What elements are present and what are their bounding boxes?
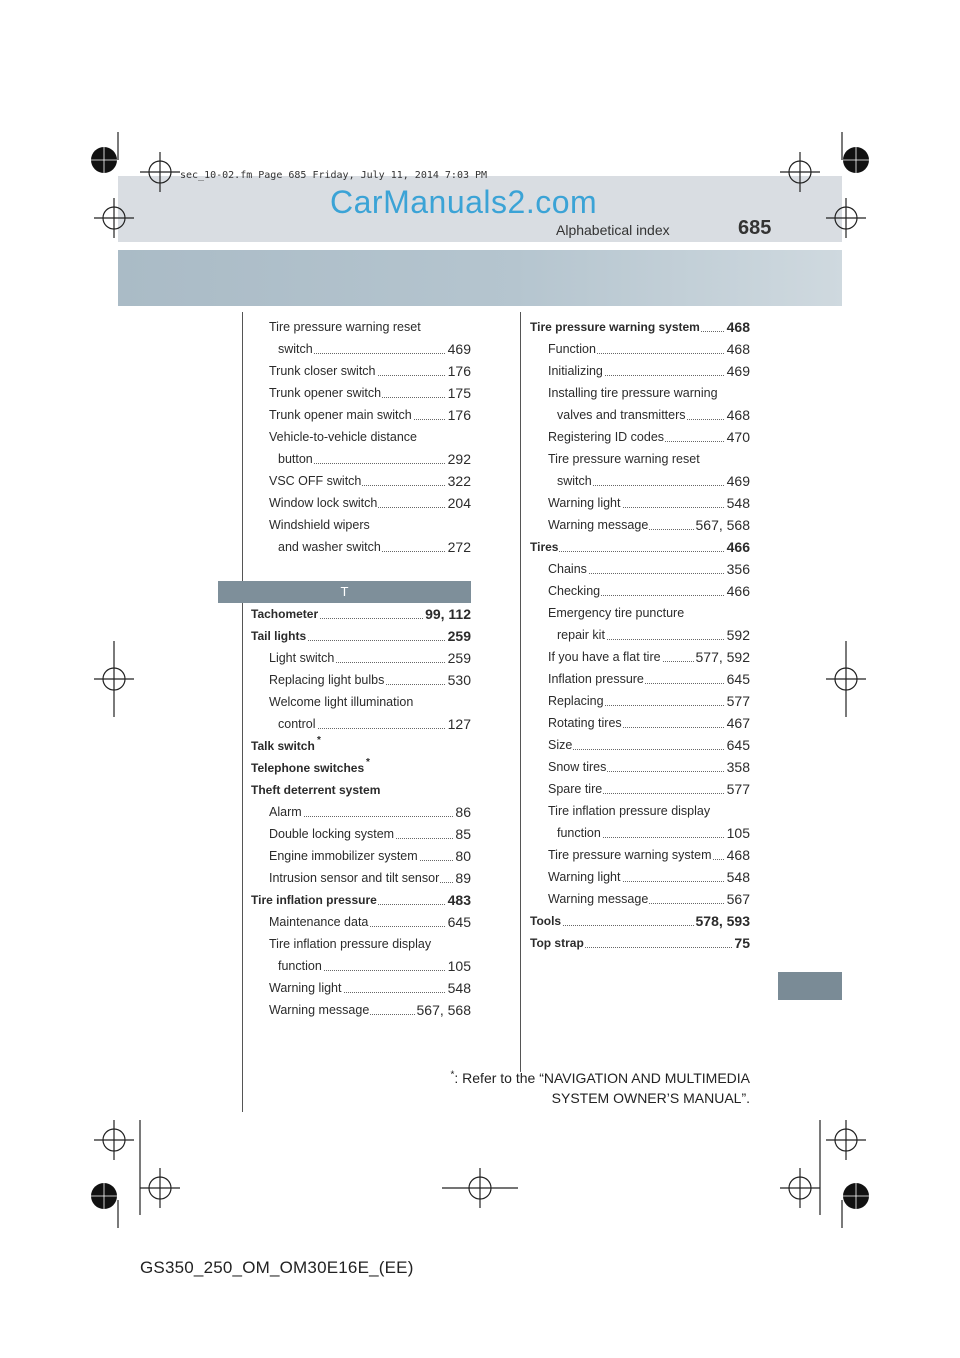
- crosshair-mark: [140, 152, 180, 192]
- index-entry-text: Initializing: [548, 360, 604, 382]
- page-number: 685: [738, 217, 772, 239]
- index-entry-page: 548: [446, 977, 471, 999]
- index-entry-text: valves and transmitters: [557, 404, 687, 426]
- index-entry-page: 466: [725, 536, 750, 558]
- index-entry-text: Inflation pressure: [548, 668, 645, 690]
- index-entry-text: and washer switch: [278, 536, 382, 558]
- index-entry-page: 470: [725, 426, 750, 448]
- crosshair-mark: [826, 1120, 866, 1160]
- index-entry-text: Installing tire pressure warning: [548, 382, 719, 404]
- index-entry-text: Replacing light bulbs: [269, 669, 385, 691]
- index-entry-text: Trunk opener switch: [269, 382, 382, 404]
- index-entry-text: Talk switch: [251, 735, 316, 757]
- index-entry-text: control: [278, 713, 317, 735]
- index-entry-text: Welcome light illumination: [269, 691, 414, 713]
- index-entry-page: 127: [446, 713, 471, 735]
- index-entry-page: 469: [446, 338, 471, 360]
- print-stamp: sec_10-02.fm Page 685 Friday, July 11, 2014 7:03 PM: [180, 170, 488, 181]
- index-entry-text: Tire inflation pressure: [251, 889, 378, 911]
- crosshair-mark: [780, 152, 820, 192]
- index-entry-text: Intrusion sensor and tilt sensor: [269, 867, 440, 889]
- index-entry-page: 467: [725, 712, 750, 734]
- index-entry-text: Warning light: [548, 866, 622, 888]
- index-entry-page: 204: [446, 492, 471, 514]
- index-entry-page: 175: [446, 382, 471, 404]
- index-entry-text: Function: [548, 338, 597, 360]
- index-entry-page: 468: [725, 338, 750, 360]
- index-entry-page: 567, 568: [415, 999, 472, 1021]
- index-entry-page: 548: [725, 866, 750, 888]
- index-entry-text: Tire inflation pressure display: [548, 800, 711, 822]
- watermark-text: CarManuals2.com: [330, 184, 598, 220]
- index-entry-page: 577: [725, 778, 750, 800]
- index-entry-page: 577: [725, 690, 750, 712]
- index-entry-page: 645: [725, 734, 750, 756]
- index-entry-text: Telephone switches: [251, 757, 365, 779]
- index-entry-page: 272: [446, 536, 471, 558]
- index-entry-text: Light switch: [269, 647, 335, 669]
- index-entry-page: 548: [725, 492, 750, 514]
- index-entry-page: 85: [453, 823, 471, 845]
- index-entry-page: 645: [725, 668, 750, 690]
- index-entry-text: Snow tires: [548, 756, 607, 778]
- index-entry-page: 468: [725, 844, 750, 866]
- index-entry-text: Vehicle-to-vehicle distance: [269, 426, 418, 448]
- index-entry-page: 483: [446, 889, 471, 911]
- index-entry-text: Size: [548, 734, 573, 756]
- index-entry-page: 469: [725, 470, 750, 492]
- index-entry-text: Emergency tire puncture: [548, 602, 685, 624]
- index-entry-text: Rotating tires: [548, 712, 623, 734]
- index-entry-page: 105: [725, 822, 750, 844]
- index-entry-text: Tires: [530, 536, 559, 558]
- index-entry-text: Alarm: [269, 801, 303, 823]
- index-entry-text: Top strap: [530, 932, 585, 954]
- index-entry-page: 176: [446, 360, 471, 382]
- index-entry-text: switch: [278, 338, 314, 360]
- crosshair-mark: [780, 1168, 820, 1208]
- index-entry-page: 567: [725, 888, 750, 910]
- index-entry-text: Double locking system: [269, 823, 395, 845]
- letter-section-header: T: [218, 581, 471, 603]
- index-entry-text: Tail lights: [251, 625, 307, 647]
- crosshair-mark: [94, 198, 134, 238]
- index-entry-text: Tools: [530, 910, 562, 932]
- index-entry-text: Maintenance data: [269, 911, 369, 933]
- crosshair-mark: [94, 641, 134, 717]
- index-entry-page: 358: [725, 756, 750, 778]
- index-entry-page: 176: [446, 404, 471, 426]
- index-entry-text: Tire inflation pressure display: [269, 933, 432, 955]
- index-entry-text: Replacing: [548, 690, 605, 712]
- index-entry-page: 259: [446, 647, 471, 669]
- index-entry-text: Window lock switch: [269, 492, 378, 514]
- index-entry-page: 466: [725, 580, 750, 602]
- index-entry-text: Registering ID codes: [548, 426, 665, 448]
- crosshair-mark: [826, 641, 866, 717]
- index-entry-text: Tire pressure warning reset: [548, 448, 701, 470]
- document-code: GS350_250_OM_OM30E16E_(EE): [140, 1258, 414, 1277]
- index-entry-page: 578, 593: [694, 910, 751, 932]
- index-entry-text: function: [278, 955, 323, 977]
- index-entry-page: 89: [453, 867, 471, 889]
- index-entry-page: 292: [446, 448, 471, 470]
- index-entry-text: Chains: [548, 558, 588, 580]
- index-entry-text: switch: [557, 470, 593, 492]
- index-entry-text: Checking: [548, 580, 601, 602]
- index-entry-page: 567, 568: [694, 514, 751, 536]
- index-entry-page: 468: [725, 404, 750, 426]
- crosshair-mark: [140, 1168, 180, 1208]
- index-entry-text: Warning light: [269, 977, 343, 999]
- index-entry-page: 645: [446, 911, 471, 933]
- index-entry-text: Trunk opener main switch: [269, 404, 413, 426]
- index-entry-text: button: [278, 448, 314, 470]
- index-entry-page: 86: [453, 801, 471, 823]
- index-entry-page: 356: [725, 558, 750, 580]
- index-entry-text: Warning message: [548, 888, 649, 910]
- index-entry-text: Theft deterrent system: [251, 779, 381, 801]
- crosshair-mark: [94, 1120, 134, 1160]
- index-entry: Telephone switches *: [251, 757, 471, 779]
- index-entry-page: 468: [725, 316, 750, 338]
- crosshair-mark: [442, 1168, 518, 1208]
- index-entry-page: 99, 112: [423, 603, 471, 625]
- index-entry: Talk switch *: [251, 735, 471, 757]
- index-entry-text: Tire pressure warning reset: [269, 316, 422, 338]
- index-entry-page: 105: [446, 955, 471, 977]
- index-entry-text: Tachometer: [251, 603, 319, 625]
- footnote-line-1: : Refer to the “NAVIGATION AND MULTIMEDIA: [454, 1070, 750, 1086]
- index-entry-page: 75: [732, 932, 750, 954]
- section-title: Alphabetical index: [556, 222, 670, 238]
- index-entry-text: Tire pressure warning system: [530, 316, 701, 338]
- index-entry-page: 577, 592: [694, 646, 751, 668]
- index-entry-text: Trunk closer switch: [269, 360, 377, 382]
- crosshair-mark: [826, 198, 866, 238]
- index-entry-page: 322: [446, 470, 471, 492]
- index-entry-text: Spare tire: [548, 778, 603, 800]
- index-entry-page: 80: [453, 845, 471, 867]
- footnote-star: *: [450, 1069, 455, 1081]
- index-entry-page: 259: [446, 625, 471, 647]
- index-entry-text: Warning message: [548, 514, 649, 536]
- index-entry-text: repair kit: [557, 624, 606, 646]
- index-entry-text: Windshield wipers: [269, 514, 371, 536]
- index-entry-text: Warning message: [269, 999, 370, 1021]
- index-entry-text: If you have a flat tire: [548, 646, 662, 668]
- index-entry-page: 469: [725, 360, 750, 382]
- index-entry-text: function: [557, 822, 602, 844]
- index-entry-text: Tire pressure warning system: [548, 844, 712, 866]
- index-entry-text: Warning light: [548, 492, 622, 514]
- index-entry-text: VSC OFF switch: [269, 470, 362, 492]
- index-entry-page: 530: [446, 669, 471, 691]
- footnote-line-2: SYSTEM OWNER’S MANUAL”.: [551, 1090, 750, 1106]
- index-entry-page: 592: [725, 624, 750, 646]
- index-entry-text: Engine immobilizer system: [269, 845, 419, 867]
